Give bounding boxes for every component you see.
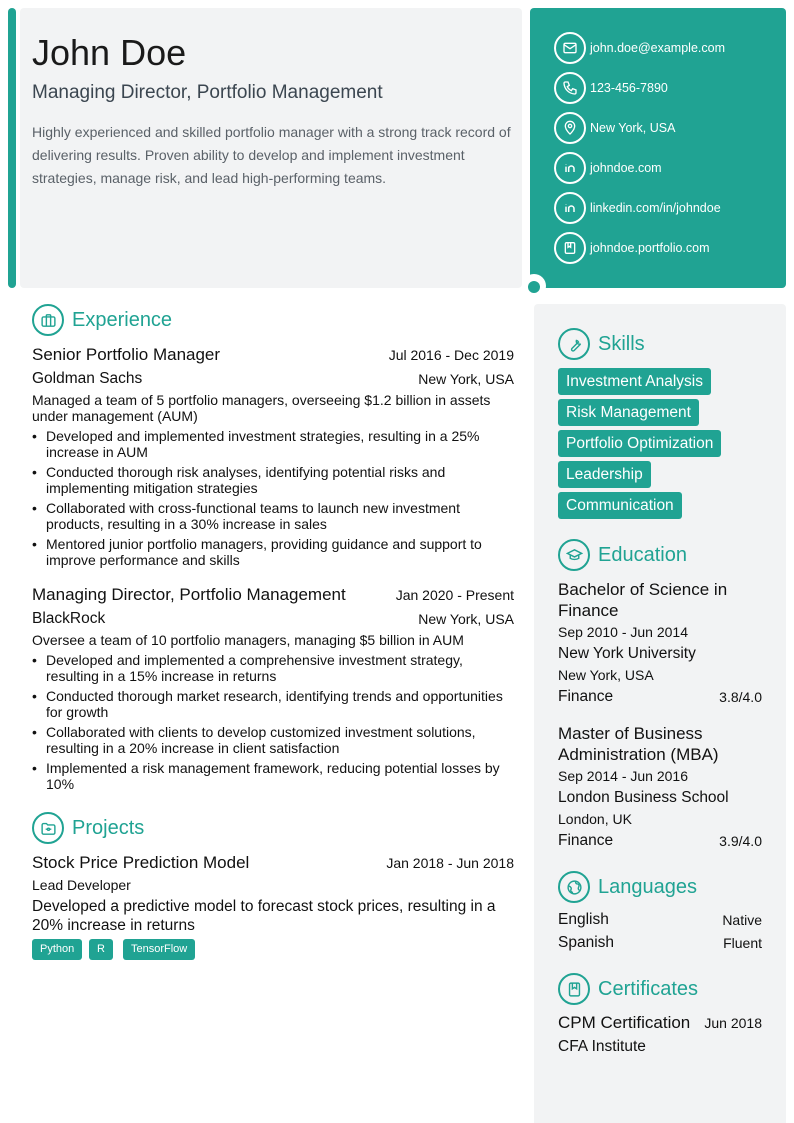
skill-tag: Portfolio Optimization (558, 430, 721, 457)
certificate-icon (558, 973, 590, 1005)
gpa: 3.9/4.0 (719, 833, 762, 849)
languages-heading: Languages (558, 871, 697, 903)
contact-email[interactable] (554, 32, 725, 64)
skill-tag: Risk Management (558, 399, 699, 426)
language-name: Spanish (558, 934, 615, 951)
field-of-study: Finance (558, 688, 614, 705)
certificate-name: CPM Certification (558, 1013, 691, 1032)
project-tag: TensorFlow (123, 939, 195, 960)
list-item: • Conducted thorough risk analyses, identifying potential risks and implementing mitigation strategies (32, 464, 514, 496)
email-icon (554, 32, 586, 64)
linkedin-icon (554, 192, 586, 224)
certificate-date: Jun 2018 (704, 1015, 762, 1031)
phone-text: 123-456-7890 (590, 81, 668, 95)
contact-location[interactable] (554, 112, 675, 144)
education-dates: Sep 2014 - Jun 2016 (558, 768, 688, 784)
job-dates: Jul 2016 - Dec 2019 (388, 347, 514, 363)
job-dates: Jan 2020 - Present (395, 587, 514, 603)
portfolio-text: johndoe.portfolio.com (590, 241, 710, 255)
briefcase-icon (32, 304, 64, 336)
job-bullets (32, 652, 514, 796)
project-name: Stock Price Prediction Model (32, 853, 250, 872)
list-item: • Implemented a risk management framework, reducing potential losses by 10% (32, 760, 514, 792)
company: BlackRock (32, 610, 106, 627)
school: New York University (558, 645, 696, 662)
list-item: • Developed and implemented a comprehensive investment strategy, resulting in a 15% increase in returns (32, 652, 514, 684)
folder-icon (32, 812, 64, 844)
linkedin-icon (554, 152, 586, 184)
job-bullets (32, 428, 514, 572)
summary: Highly experienced and skilled portfolio manager with a strong track record of delivering results. Proven ability to develop and implement investment strategies, manage risk, and lead high-performing teams. (32, 124, 511, 186)
project-role: Lead Developer (32, 877, 131, 893)
globe-icon (558, 871, 590, 903)
portfolio-icon (554, 232, 586, 264)
project-description: Developed a predictive model to forecast stock prices, resulting in a 20% increase in returns (32, 898, 496, 934)
language-name: English (558, 911, 609, 928)
contact-phone[interactable] (554, 72, 668, 104)
skills-heading: Skills (558, 328, 645, 360)
accent-bar (8, 8, 16, 288)
website-text: johndoe.com (590, 161, 662, 175)
education-heading: Education (558, 539, 687, 571)
language-level: Native (722, 912, 762, 928)
list-item: • Collaborated with cross-functional teams to launch new investment products, resulting in a 30% increase in sales (32, 500, 514, 532)
contact-portfolio[interactable] (554, 232, 710, 264)
company: Goldman Sachs (32, 370, 143, 387)
school-location: New York, USA (558, 667, 654, 683)
job-title: Managing Director, Portfolio Management (32, 585, 346, 604)
job-title: Senior Portfolio Manager (32, 345, 221, 364)
field-of-study: Finance (558, 832, 614, 849)
gpa: 3.8/4.0 (719, 689, 762, 705)
education-dates: Sep 2010 - Jun 2014 (558, 624, 688, 640)
decoration-dot (528, 281, 540, 293)
certificate-issuer: CFA Institute (558, 1038, 646, 1055)
person-title: Managing Director, Portfolio Management (32, 82, 383, 103)
projects-heading: Projects (32, 812, 144, 844)
list-item: • Collaborated with clients to develop customized investment solutions, resulting in a 20% increase in client satisfaction (32, 724, 514, 756)
location-text: New York, USA (590, 121, 676, 135)
school: London Business School (558, 789, 729, 806)
phone-icon (554, 72, 586, 104)
contact-linkedin[interactable] (554, 192, 721, 224)
job-description: Oversee a team of 10 portfolio managers, managing $5 billion in AUM (32, 632, 464, 648)
list-item: • Developed and implemented investment strategies, resulting in a 25% increase in AUM (32, 428, 514, 460)
school-location: London, UK (558, 811, 632, 827)
degree: Bachelor of Science in Finance (558, 580, 728, 620)
project-dates: Jan 2018 - Jun 2018 (386, 855, 514, 871)
contact-panel (530, 8, 786, 288)
project-tag: Python (32, 939, 82, 960)
skill-tag: Leadership (558, 461, 651, 488)
contact-website[interactable] (554, 152, 662, 184)
wrench-icon (558, 328, 590, 360)
email-text: john.doe@example.com (590, 41, 725, 55)
job-location: New York, USA (418, 611, 514, 627)
language-level: Fluent (723, 935, 762, 951)
list-item: • Conducted thorough market research, identifying trends and opportunities for growth (32, 688, 514, 720)
project-tag: R (89, 939, 113, 960)
degree: Master of Business Administration (MBA) (558, 724, 719, 764)
header-panel (20, 8, 522, 288)
job-location: New York, USA (418, 371, 514, 387)
skill-tag: Communication (558, 492, 682, 519)
certificates-heading: Certificates (558, 973, 698, 1005)
graduation-cap-icon (558, 539, 590, 571)
sidebar-column (534, 304, 786, 1123)
experience-heading: Experience (32, 304, 172, 336)
person-name: John Doe (32, 32, 187, 73)
list-item: • Mentored junior portfolio managers, providing guidance and support to improve performance and skills (32, 536, 514, 568)
location-pin-icon (554, 112, 586, 144)
job-description: Managed a team of 5 portfolio managers, overseeing $1.2 billion in assets under management (AUM) (32, 392, 491, 424)
linkedin-text: linkedin.com/in/johndoe (590, 201, 721, 215)
skill-tag: Investment Analysis (558, 368, 711, 395)
